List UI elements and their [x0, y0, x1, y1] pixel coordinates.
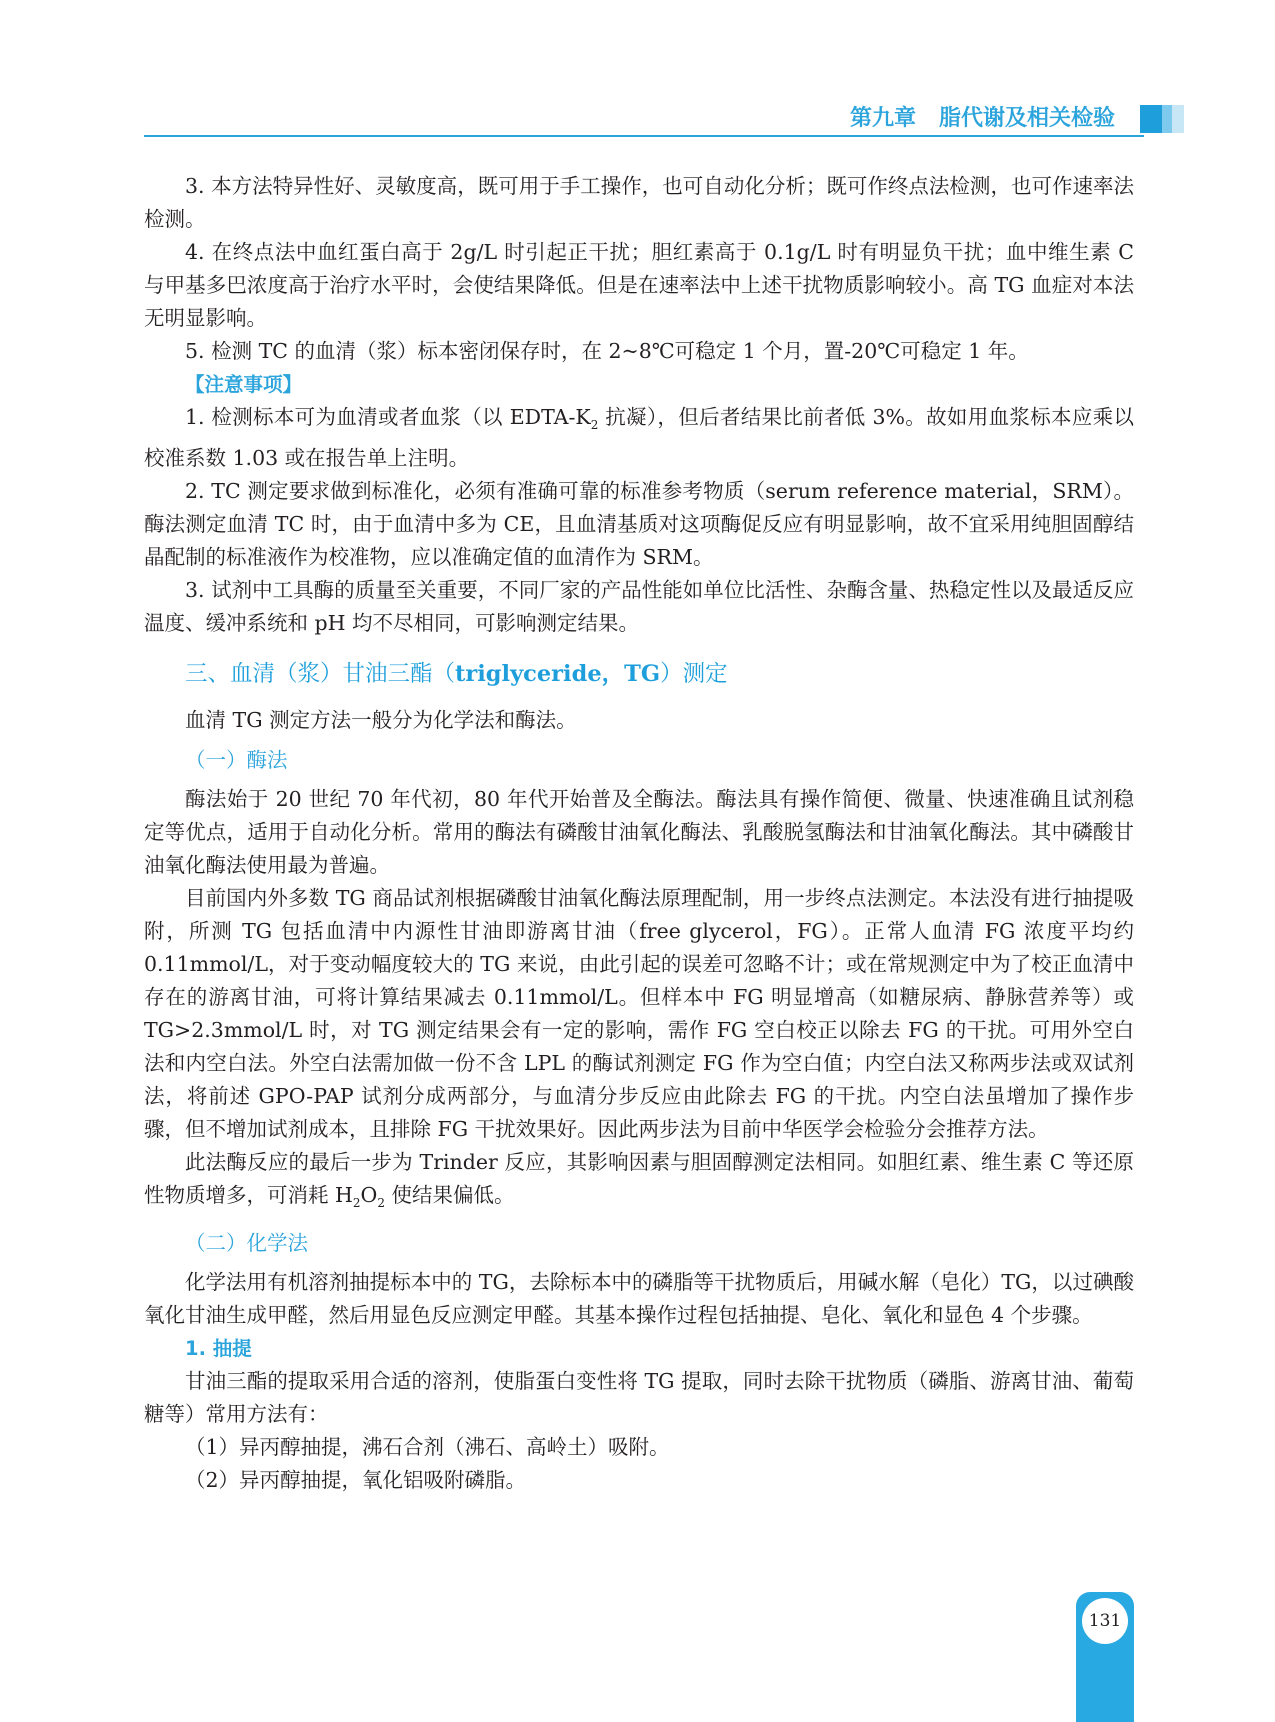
section-heading: 三、血清（浆）甘油三酯（triglyceride，TG）测定: [185, 661, 728, 688]
page-body: [144, 170, 1134, 1497]
list-item: （1）异丙醇抽提，沸石合剂（沸石、高岭土）吸附。: [185, 1435, 670, 1460]
paragraph: 酶法始于 20 世纪 70 年代初，80 年代开始普及全酶法。酶法具有操作简便、微量、快速准确且试剂稳定等优点，适用于自动化分析。常用的酶法有磷酸甘油氧化酶法、乳酸脱氢酶法和甘油氧化酶法。其中磷酸甘油氧化酶法使用最为普遍。: [144, 787, 1134, 878]
running-header: [850, 101, 1115, 132]
header-block: [1172, 105, 1184, 133]
subsection-heading: （一）酶法: [185, 748, 288, 773]
paragraph: 化学法用有机溶剂抽提标本中的 TG，去除标本中的磷脂等干扰物质后，用碱水解（皂化）TG，以过碘酸氧化甘油生成甲醛，然后用显色反应测定甲醛。其基本操作过程包括抽提、皂化、氧化和显色 4 个步骤。: [144, 1270, 1134, 1328]
paragraph: 4. 在终点法中血红蛋白高于 2g/L 时引起正干扰；胆红素高于 0.1g/L 时有明显负干扰；血中维生素 C 与甲基多巴浓度高于治疗水平时，会使结果降低。但是在速率法中上述干扰物质影响较小。高 TG 血症对本法无明显影响。: [144, 240, 1134, 330]
header-block: [1140, 105, 1162, 133]
paragraph: 甘油三酯的提取采用合适的溶剂，使脂蛋白变性将 TG 提取，同时去除干扰物质（磷脂、游离甘油、葡萄糖等）常用方法有：: [144, 1369, 1134, 1427]
notes-heading: 【注意事项】: [185, 373, 303, 396]
paragraph: 3. 试剂中工具酶的质量至关重要，不同厂家的产品性能如单位比活性、杂酶含量、热稳定性以及最适反应温度、缓冲系统和 pH 均不尽相同，可影响测定结果。: [144, 578, 1134, 636]
header-block: [1162, 105, 1172, 133]
paragraph: 5. 检测 TC 的血清（浆）标本密闭保存时，在 2~8℃可稳定 1 个月，置-20℃可稳定 1 年。: [185, 339, 1029, 363]
list-item: （2）异丙醇抽提，氧化铝吸附磷脂。: [185, 1468, 527, 1493]
paragraph: 血清 TG 测定方法一般分为化学法和酶法。: [185, 708, 577, 733]
paragraph: 1. 检测标本可为血清或者血浆（以 EDTA-$K_2$ 抗凝），但后者结果比前者低 3%。故如用血浆标本应乘以校准系数 1.03 或在报告单上注明。: [144, 405, 1134, 471]
paragraph: 此法酶反应的最后一步为 Trinder 反应，其影响因素与胆固醇测定法相同。如胆红素、维生素 C 等还原性物质增多，可消耗 $H_2O_2$ 使结果偏低。: [144, 1150, 1134, 1211]
numbered-heading: 1. 抽提: [185, 1337, 252, 1361]
page-number-tab: [1076, 1592, 1134, 1722]
paragraph: 2. TC 测定要求做到标准化，必须有准确可靠的标准参考物质（serum reference material，SRM）。酶法测定血清 TC 时，由于血清中多为 CE，且血清基质对这项酶促反应有明显影响，故不宜采用纯胆固醇结晶配制的标准液作为校准物，应以准确定值的血清作为 SRM。: [144, 479, 1134, 570]
chapter-number: 第九章: [849, 106, 916, 131]
header-color-blocks: [1140, 105, 1184, 133]
paragraph: 3. 本方法特异性好、灵敏度高，既可用于手工操作，也可自动化分析；既可作终点法检测，也可作速率法检测。: [144, 174, 1134, 231]
subsection-heading: （二）化学法: [185, 1231, 308, 1256]
paragraph: 目前国内外多数 TG 商品试剂根据磷酸甘油氧化酶法原理配制，用一步终点法测定。本法没有进行抽提吸附，所测 TG 包括血清中内源性甘油即游离甘油（free glycerol，FG）。正常人血清 FG 浓度平均约 0.11mmol/L，对于变动幅度较大的 TG 来说，由此引起的误差可忽略不计；或在常规测定中为了校正血清中存在的游离甘油，可将计算结果减去 0.11mmol/L。但样本中 FG 明显增高（如糖尿病、静脉营养等）或 TG>2.3mmol/L 时，对 TG 测定结果会有一定的影响，需作 FG 空白校正以除去 FG 的干扰。可用外空白法和内空白法。外空白法需加做一份不含 LPL 的酶试剂测定 FG 作为空白值；内空白法又称两步法或双试剂法，将前述 GPO-PAP 试剂分成两部分，与血清分步反应由此除去 FG 的干扰。内空白法虽增加了操作步骤，但不增加试剂成本，且排除 FG 干扰效果好。因此两步法为目前中华医学会检验分会推荐方法。: [144, 886, 1134, 1142]
header-rule: [144, 135, 1144, 137]
page-number: 131: [1082, 1598, 1128, 1644]
chapter-title: 脂代谢及相关检验: [938, 106, 1115, 131]
